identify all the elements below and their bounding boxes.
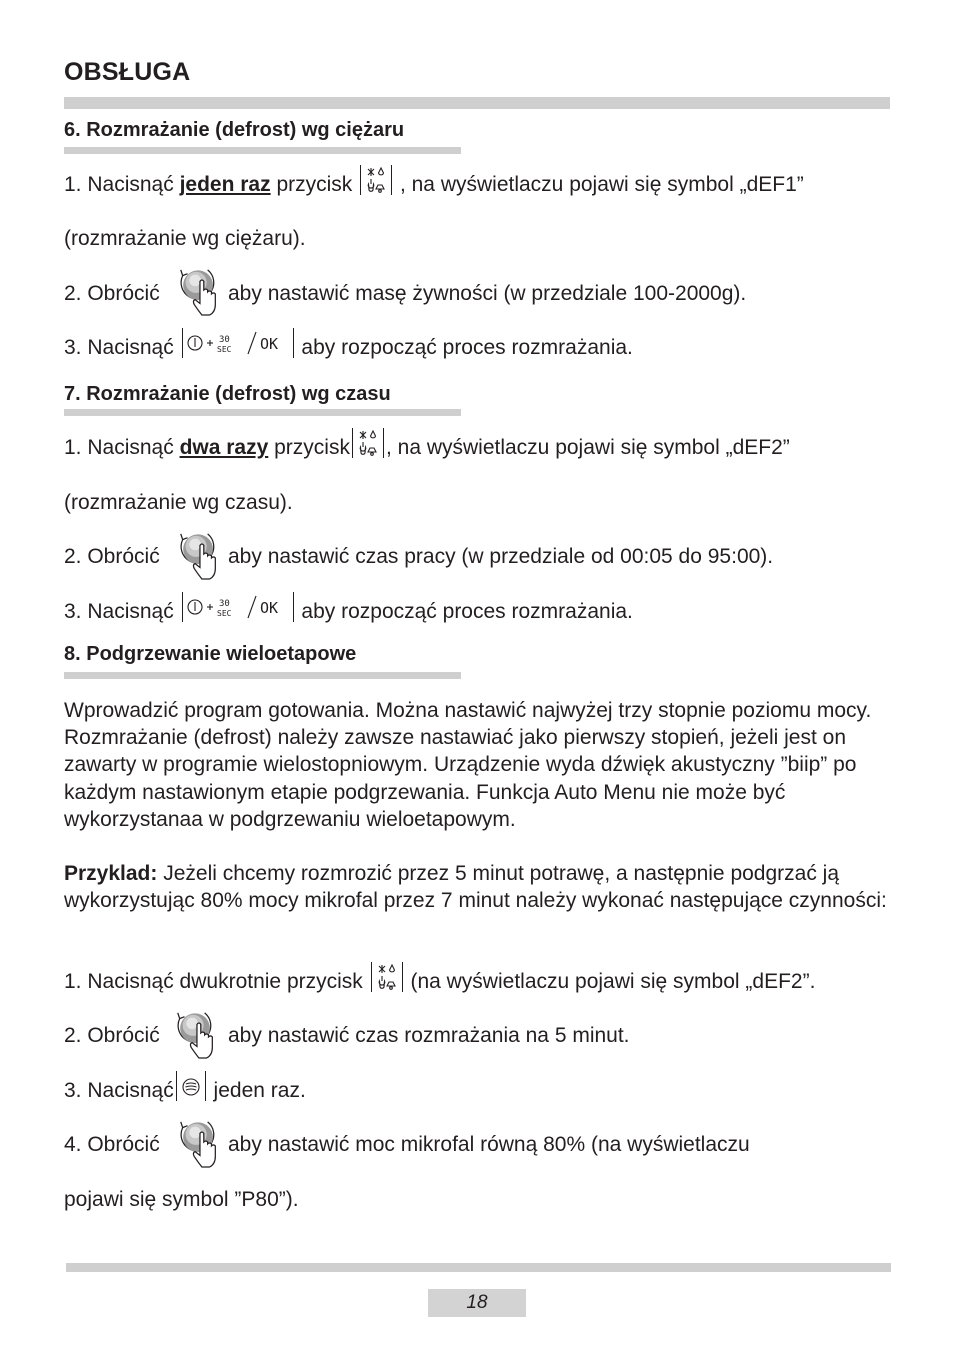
step-text: 3. Nacisnąć (64, 600, 180, 623)
rotary-knob-icon (172, 1007, 220, 1061)
section-8-step-1 (64, 969, 815, 995)
page-number: 18 (428, 1289, 526, 1317)
section-7-step-1-continued: (rozmrażanie wg czasu). (64, 491, 293, 514)
defrost-button-icon (371, 962, 403, 992)
section-7-step-3 (64, 599, 633, 625)
section-6-title: 6. Rozmrażanie (defrost) wg ciężaru (64, 119, 405, 141)
section-7-step-2-text: aby nastawić czas pracy (w przedziale od 00:05 do 95:00). (228, 545, 774, 568)
section-6-step-1 (64, 172, 804, 198)
example-text: Jeżeli chcemy rozmrozić przez 5 minut potrawę, a następnie podgrzać ją wykorzystując 80% mocy mikrofal przez 7 minut należy wykonać następujące czynności: (64, 862, 887, 913)
section-6-step-3 (64, 335, 633, 361)
section-6-step-1-continued: (rozmrażanie wg ciężaru). (64, 227, 306, 250)
start-30sec-ok-button-icon (182, 328, 294, 358)
section-8-paragraph: Wprowadzić program gotowania. Można nastawić najwyżej trzy stopnie poziomu mocy. Rozmrażanie (defrost) należy zawsze nastawiać jako pierwszy stopień, jeżeli jest on zawarty w programie wielostopniowym. Urządzenie wyda dźwięk akustyczny ”biip” po każdym nastawionym etapie podgrzewania. Funkcja Auto Menu nie może być wykorzystanaa w podgrzewaniu wieloetapowym. (64, 699, 872, 831)
step-emphasis: dwa razy (179, 436, 269, 459)
page-title: OBSŁUGA (64, 58, 191, 86)
section-8-step-2-label: 2. Obrócić (64, 1024, 160, 1047)
section-7-title: 7. Rozmrażanie (defrost) wg czasu (64, 383, 391, 405)
microwave-power-button-icon (176, 1071, 206, 1101)
rotary-knob-icon (175, 264, 223, 318)
section-6-step-2-text: aby nastawić masę żywności (w przedziale 100-2000g). (228, 282, 747, 305)
step-text: 1. Nacisnąć (64, 173, 180, 196)
step-emphasis: jeden raz (179, 173, 271, 196)
section-8-step-4-label: 4. Obrócić (64, 1133, 160, 1156)
defrost-button-icon (352, 428, 384, 458)
step-text: aby rozpocząć proces rozmrażania. (295, 336, 633, 359)
start-30sec-ok-button-icon (182, 592, 294, 622)
section-7-step-1 (64, 435, 790, 461)
section-8-title: 8. Podgrzewanie wieloetapowe (64, 643, 357, 665)
section-8-step-4-text: aby nastawić moc mikrofal równą 80% (na wyświetlaczu (228, 1133, 750, 1156)
section-8-example (64, 860, 894, 914)
step-text: 3. Nacisnąć (64, 336, 180, 359)
step-text: 1. Nacisnąć dwukrotnie przycisk (64, 970, 369, 993)
section-8-step-4-continued: pojawi się symbol ”P80”). (64, 1188, 299, 1211)
section-7-underline (64, 409, 461, 416)
step-text: przycisk (270, 173, 359, 196)
step-text: 1. Nacisnąć (64, 436, 180, 459)
example-label: Przyklad: (64, 862, 158, 885)
section-8-step-3 (64, 1078, 306, 1104)
section-6-step-2-label: 2. Obrócić (64, 282, 160, 305)
rotary-knob-icon (175, 528, 223, 582)
step-text: 3. Nacisnąć (64, 1079, 174, 1102)
step-text: jeden raz. (207, 1079, 306, 1102)
defrost-button-icon (360, 165, 392, 195)
rotary-knob-icon (175, 1116, 223, 1170)
step-text: przycisk (268, 436, 350, 459)
step-text: aby rozpocząć proces rozmrażania. (295, 600, 633, 623)
step-text: , na wyświetlaczu pojawi się symbol „dEF2” (385, 436, 790, 459)
header-divider (64, 97, 890, 109)
section-7-step-2-label: 2. Obrócić (64, 545, 160, 568)
section-8-underline (64, 672, 461, 679)
step-text: , na wyświetlaczu pojawi się symbol „dEF1” (394, 173, 804, 196)
footer-divider (66, 1263, 891, 1272)
section-8-step-2-text: aby nastawić czas rozmrażania na 5 minut. (228, 1024, 630, 1047)
step-text: (na wyświetlaczu pojawi się symbol „dEF2”. (404, 970, 816, 993)
section-6-underline (64, 147, 461, 154)
